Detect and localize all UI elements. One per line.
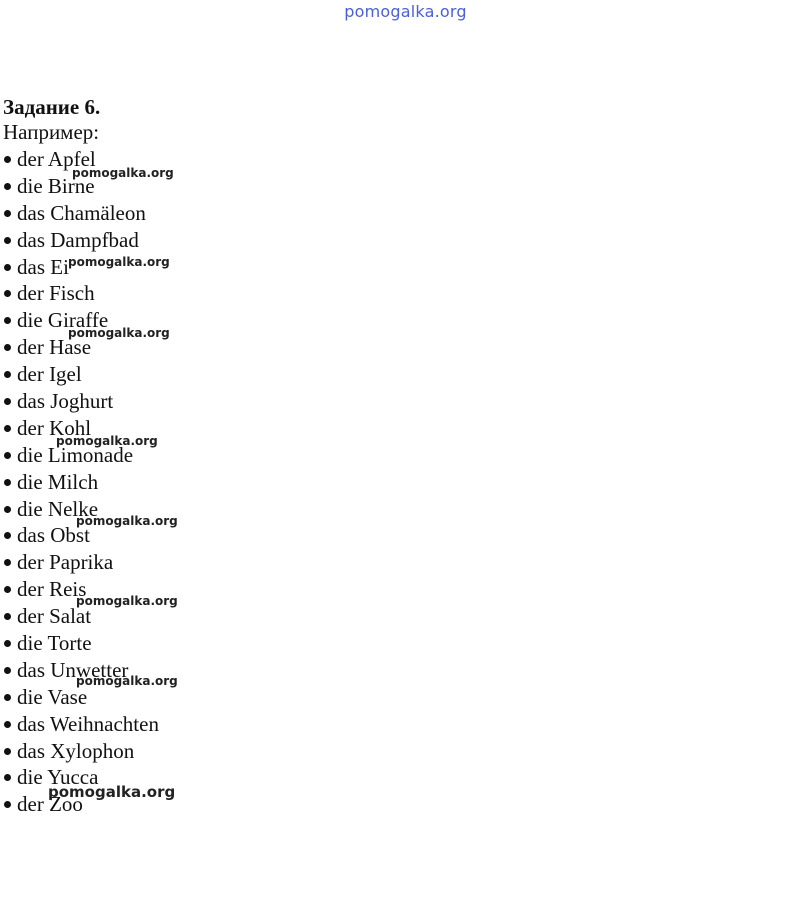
word-text: das Dampfbad [17,227,139,252]
watermark: pomogalka.org [68,326,170,340]
bullet-icon [4,667,11,674]
bullet-icon [4,317,11,324]
bullet-icon [4,721,11,728]
watermark: pomogalka.org [76,674,178,688]
bullet-icon [4,506,11,513]
word-text: der Reis [17,577,87,602]
bullet-icon [4,264,11,271]
bullet-icon [4,452,11,459]
site-header-link[interactable]: pomogalka.org [344,2,467,21]
list-item [3,630,159,657]
watermark: pomogalka.org [48,783,176,801]
watermark: pomogalka.org [72,166,174,180]
list-item [3,361,159,388]
bullet-icon [4,559,11,566]
bullet-icon [4,774,11,781]
word-text: das Obst [17,523,90,548]
watermark: pomogalka.org [56,434,158,448]
list-item [3,469,159,496]
bullet-icon [4,532,11,539]
word-text: die Nelke [17,496,99,521]
watermark: pomogalka.org [76,594,178,608]
bullet-icon [4,344,11,351]
task-title: Задание 6. [3,95,101,119]
word-text: die Vase [17,684,88,709]
list-item [3,738,159,765]
word-text: der Igel [17,362,82,387]
list-item [3,711,159,738]
task-subtitle: Например: [3,120,100,144]
bullet-icon [4,425,11,432]
word-text: die Limonade [17,442,134,467]
bullet-icon [4,183,11,190]
word-text: das Xylophon [17,738,135,763]
word-text: die Torte [17,631,92,656]
bullet-icon [4,237,11,244]
bullet-icon [4,748,11,755]
bullet-icon [4,398,11,405]
bullet-icon [4,613,11,620]
list-item [3,549,159,576]
word-text: das Unwetter [17,657,129,682]
bullet-icon [4,640,11,647]
word-text: der Salat [17,604,92,629]
word-text: das Weihnachten [17,711,159,736]
word-text: die Yucca [17,765,99,790]
bullet-icon [4,586,11,593]
word-list [3,146,159,818]
bullet-icon [4,371,11,378]
word-text: das Joghurt [17,389,114,414]
list-item [3,200,159,227]
list-item [3,280,159,307]
bullet-icon [4,156,11,163]
word-text: der Hase [17,335,92,360]
watermark: pomogalka.org [68,255,170,269]
word-text: der Apfel [17,147,96,171]
list-item [3,388,159,415]
bullet-icon [4,479,11,486]
word-text: das Chamäleon [17,200,146,225]
word-text: das Ei [17,254,69,279]
word-text: der Paprika [17,550,114,575]
bullet-icon [4,210,11,217]
word-text: die Birne [17,173,95,198]
list-item [3,227,159,254]
word-text: der Kohl [17,415,92,440]
word-text: die Milch [17,469,99,494]
bullet-icon [4,290,11,297]
word-text: der Fisch [17,281,95,306]
word-text: der Zoo [17,792,83,817]
bullet-icon [4,694,11,701]
word-text: die Giraffe [17,308,109,333]
bullet-icon [4,801,11,808]
watermark: pomogalka.org [76,514,178,528]
